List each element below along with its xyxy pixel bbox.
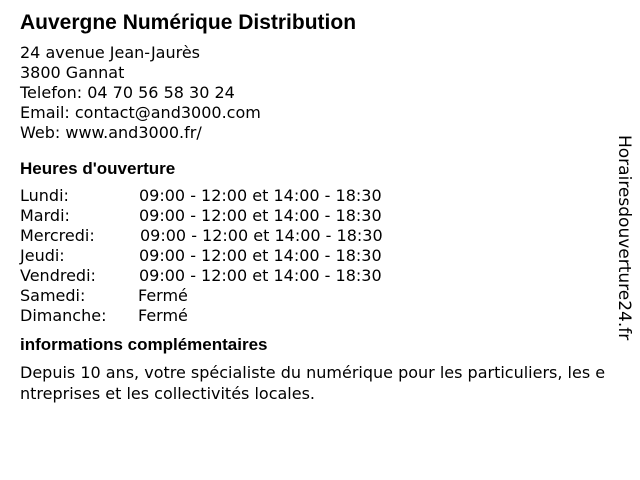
additional-info-heading: informations complémentaires [20,335,268,354]
hours-time-value: 09:00 - 12:00 et 14:00 - 18:30 [139,206,382,225]
address-street: 24 avenue Jean-Jaurès [20,43,201,62]
opening-hours-heading: Heures d'ouverture [20,159,176,178]
hours-day-label: Mardi: [20,206,70,225]
hours-time-value: 09:00 - 12:00 et 14:00 - 18:30 [139,186,382,205]
hours-row-thursday [20,246,610,266]
hours-row-monday [20,186,610,206]
hours-row-friday [20,266,610,286]
email-line: Email: contact@and3000.com [20,103,261,122]
hours-time-value: 09:00 - 12:00 et 14:00 - 18:30 [139,246,382,265]
hours-time-value: 09:00 - 12:00 et 14:00 - 18:30 [140,226,383,245]
site-watermark: Horairesdouverture24.fr [614,135,634,341]
hours-row-tuesday [20,206,610,226]
business-card [20,10,610,404]
hours-day-label: Samedi: [20,286,86,305]
hours-day-label: Dimanche: [20,306,107,325]
business-description: Depuis 10 ans, votre spécialiste du numérique pour les particuliers, les entreprises et les collectivités locales. [20,363,606,403]
hours-time-value: Fermé [138,286,188,305]
hours-row-wednesday [20,226,610,246]
hours-row-saturday [20,286,610,306]
business-name: Auvergne Numérique Distribution [20,11,357,34]
opening-hours-table [20,186,610,326]
address-city: 3800 Gannat [20,63,125,82]
hours-day-label: Mercredi: [20,226,95,245]
hours-day-label: Lundi: [20,186,69,205]
web-line: Web: www.and3000.fr/ [20,123,202,142]
hours-day-label: Vendredi: [20,266,96,285]
phone-line: Telefon: 04 70 56 58 30 24 [20,83,235,102]
hours-day-label: Jeudi: [20,246,65,265]
hours-row-sunday [20,306,610,326]
hours-time-value: 09:00 - 12:00 et 14:00 - 18:30 [139,266,382,285]
hours-time-value: Fermé [138,306,188,325]
